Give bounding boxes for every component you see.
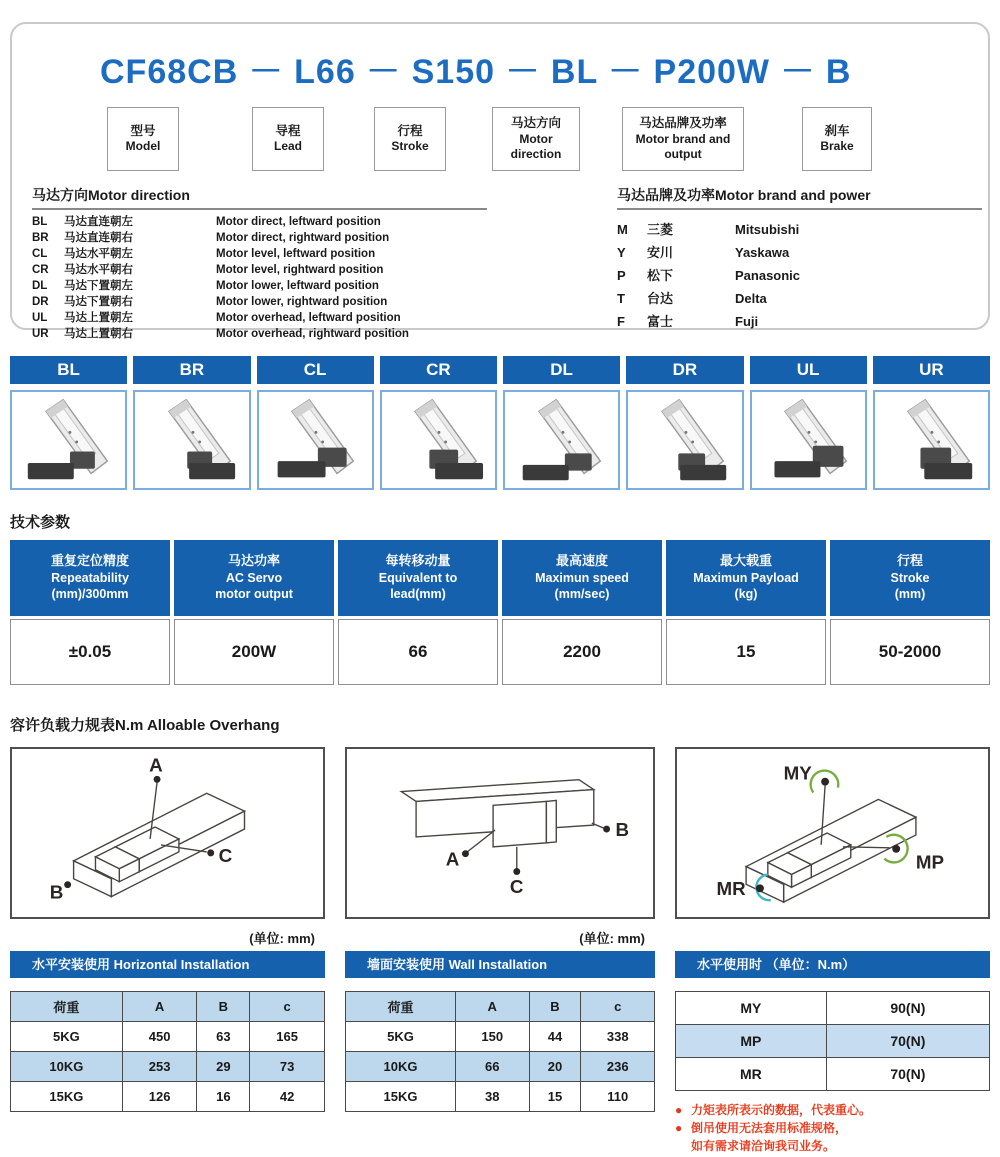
- header-en: AC Servo: [225, 571, 283, 586]
- code-box-label-en: Lead: [273, 139, 302, 154]
- cell: 253: [122, 1052, 197, 1082]
- gallery-header: BR: [133, 356, 250, 384]
- cell: 15KG: [346, 1082, 456, 1112]
- tech-header-max-payload: [666, 540, 826, 616]
- cell: MY: [676, 992, 827, 1025]
- cell: 10KG: [346, 1052, 456, 1082]
- table-row: [346, 1052, 655, 1082]
- axis-label-c: C: [218, 844, 233, 866]
- brand-zh: 富士: [647, 314, 674, 329]
- gallery-header: CL: [257, 356, 374, 384]
- cell: MP: [676, 1025, 827, 1058]
- hero-lists: [32, 185, 988, 342]
- gallery-col-dr: [626, 356, 743, 490]
- list-item: [32, 262, 487, 278]
- code-box-label-zh: 型号: [130, 123, 156, 138]
- tech-header-stroke: [830, 540, 990, 616]
- direction-zh: 马达直连朝右: [64, 232, 133, 244]
- cell: 15: [529, 1082, 581, 1112]
- cell: 44: [529, 1022, 581, 1052]
- code-box-label-en: Motor brand and output: [635, 131, 731, 161]
- gallery-col-br: [133, 356, 250, 490]
- gallery-col-cr: [380, 356, 497, 490]
- col-header: 荷重: [346, 992, 456, 1022]
- actuator-illustration: [508, 394, 616, 486]
- wall-installation-table: [345, 991, 655, 1112]
- gallery-col-dl: [503, 356, 620, 490]
- table-header-row: [346, 992, 655, 1022]
- list-item: [617, 287, 982, 310]
- unit-label-mm: (单位: mm): [249, 931, 315, 946]
- actuator-illustration: [261, 394, 369, 486]
- code-box-label-en: Model: [125, 139, 161, 154]
- code-box-label-zh: 马达品牌及功率: [639, 116, 727, 131]
- actuator-image-bl: [10, 390, 127, 490]
- motor-direction-rows: [32, 214, 487, 342]
- overhang-diagram-2-illustration: [347, 749, 653, 917]
- table-row: [11, 1052, 325, 1082]
- list-item: [617, 241, 982, 264]
- axis-label-b: B: [615, 818, 630, 840]
- list-item: [617, 264, 982, 287]
- direction-en: Motor direct, leftward position: [216, 216, 381, 228]
- gallery-col-cl: [257, 356, 374, 490]
- overhang-section: [10, 717, 990, 919]
- direction-zh: 马达上置朝右: [64, 328, 133, 340]
- header-en: motor output: [215, 587, 293, 602]
- brand-en: Mitsubishi: [735, 222, 800, 237]
- list-item: [32, 294, 487, 310]
- horizontal-installation-table: [10, 991, 325, 1112]
- actuator-image-ul: [750, 390, 867, 490]
- header-zh: 最高速度: [555, 553, 608, 569]
- tech-value-repeatability: ±0.05: [10, 619, 170, 685]
- list-item: [32, 278, 487, 294]
- overhang-title: 容许负载力规表N.m Alloable Overhang: [10, 717, 280, 734]
- moment-column: [675, 927, 990, 1155]
- axis-label-c: C: [509, 876, 524, 898]
- model-code-panel: [10, 22, 990, 340]
- cell: 16: [197, 1082, 250, 1112]
- brand-en: Delta: [735, 291, 767, 306]
- direction-code: DR: [32, 296, 49, 308]
- direction-en: Motor level, rightward position: [216, 264, 384, 276]
- direction-zh: 马达下置朝右: [64, 296, 133, 308]
- direction-zh: 马达上置朝左: [64, 312, 133, 324]
- brand-zh: 松下: [647, 268, 674, 283]
- tech-value-lead: 66: [338, 619, 498, 685]
- tech-params-header-row: [10, 540, 990, 616]
- overhang-diagram-3: [675, 747, 990, 919]
- code-box-model: [107, 107, 179, 171]
- header-en: (mm)/300mm: [51, 587, 129, 602]
- tech-value-stroke: 50-2000: [830, 619, 990, 685]
- gallery-header: DL: [503, 356, 620, 384]
- cell: 150: [456, 1022, 530, 1052]
- tech-params-value-row: [10, 619, 990, 685]
- col-header: B: [197, 992, 250, 1022]
- header-en: Maximun speed: [535, 571, 629, 586]
- list-item: [32, 326, 487, 342]
- tech-header-max-speed: [502, 540, 662, 616]
- direction-gallery: [10, 356, 990, 490]
- axis-label-mr: MR: [716, 878, 746, 900]
- gallery-header: BL: [10, 356, 127, 384]
- header-en: Stroke: [890, 571, 930, 586]
- table-header-row: [11, 992, 325, 1022]
- gallery-col-ul: [750, 356, 867, 490]
- cell: 110: [581, 1082, 655, 1112]
- direction-code: UR: [32, 328, 49, 340]
- wall-installation-column: [345, 927, 655, 1155]
- unit-label-mm: (单位: mm): [579, 931, 645, 946]
- axis-label-mp: MP: [915, 851, 945, 873]
- cell: 70(N): [826, 1058, 989, 1091]
- motor-brand-list-title: 马达品牌及功率Motor brand and power: [617, 185, 982, 210]
- header-en: (mm/sec): [554, 587, 610, 602]
- gallery-col-bl: [10, 356, 127, 490]
- header-en: (mm): [894, 587, 926, 602]
- brand-code: P: [617, 268, 626, 283]
- direction-zh: 马达直连朝左: [64, 216, 133, 228]
- direction-en: Motor overhead, leftward position: [216, 312, 401, 324]
- cell: 126: [122, 1082, 197, 1112]
- motor-brand-rows: [617, 218, 982, 333]
- table-row: [346, 1022, 655, 1052]
- col-header: c: [250, 992, 325, 1022]
- direction-code: UL: [32, 312, 48, 324]
- code-box-motor-direction: [492, 107, 580, 171]
- code-box-brake: [802, 107, 872, 171]
- cell: 70(N): [826, 1025, 989, 1058]
- cell: 236: [581, 1052, 655, 1082]
- actuator-image-dl: [503, 390, 620, 490]
- header-en: Repeatability: [51, 571, 129, 586]
- actuator-illustration: [631, 394, 739, 486]
- code-box-motor-brand: [622, 107, 744, 171]
- cell: 10KG: [11, 1052, 123, 1082]
- direction-code: BR: [32, 232, 49, 244]
- list-item: [32, 214, 487, 230]
- model-code: CF68CB － L66 － S150 － BL － P200W － B: [100, 53, 852, 91]
- note-2-continued: 如有需求请洽询我司业务。: [691, 1139, 836, 1153]
- direction-code: DL: [32, 280, 48, 292]
- axis-label-b: B: [49, 881, 64, 903]
- bullet-icon: ●: [675, 1103, 683, 1117]
- code-box-label-zh: 导程: [275, 123, 301, 138]
- axis-label-a: A: [445, 848, 460, 870]
- header-zh: 最大载重: [719, 553, 772, 569]
- code-box-row: [12, 107, 988, 171]
- actuator-illustration: [384, 394, 492, 486]
- cell: 29: [197, 1052, 250, 1082]
- moment-table-title: 水平使用时 （单位：N.m）: [675, 951, 990, 978]
- motor-brand-list: [617, 185, 982, 342]
- direction-code: CR: [32, 264, 49, 276]
- header-en: lead(mm): [390, 587, 446, 602]
- cell: 90(N): [826, 992, 989, 1025]
- actuator-image-ur: [873, 390, 990, 490]
- tech-header-repeatability: [10, 540, 170, 616]
- cell: 450: [122, 1022, 197, 1052]
- overhang-diagram-2: [345, 747, 655, 919]
- col-header: c: [581, 992, 655, 1022]
- notes: [675, 1101, 990, 1155]
- table-row: [346, 1082, 655, 1112]
- brand-code: M: [617, 222, 628, 237]
- axis-label-a: A: [149, 754, 163, 776]
- note-2: [675, 1119, 990, 1137]
- tech-header-lead: [338, 540, 498, 616]
- header-zh: 每转移动量: [385, 553, 451, 569]
- code-box-label-en: Motor direction: [510, 131, 562, 161]
- gallery-col-ur: [873, 356, 990, 490]
- header-en: Equivalent to: [378, 571, 458, 586]
- header-en: (kg): [734, 587, 758, 602]
- direction-code: CL: [32, 248, 48, 260]
- table-row: [676, 1058, 990, 1091]
- cell: 338: [581, 1022, 655, 1052]
- col-header: 荷重: [11, 992, 123, 1022]
- motor-direction-list: [32, 185, 487, 342]
- cell: 5KG: [346, 1022, 456, 1052]
- code-box-label-zh: 马达方向: [510, 116, 561, 131]
- direction-en: Motor overhead, rightward position: [216, 328, 409, 340]
- motor-direction-list-title: 马达方向Motor direction: [32, 185, 487, 210]
- header-zh: 行程: [896, 553, 923, 569]
- brand-code: Y: [617, 245, 626, 260]
- header-zh: 重复定位精度: [50, 553, 129, 569]
- code-box-stroke: [374, 107, 446, 171]
- brand-en: Panasonic: [735, 268, 801, 283]
- tech-params-section: [10, 514, 990, 685]
- tech-value-max-speed: 2200: [502, 619, 662, 685]
- header-en: Maximun Payload: [693, 571, 799, 586]
- code-box-label-zh: 刹车: [824, 123, 850, 138]
- horizontal-installation-column: [10, 927, 325, 1155]
- horizontal-installation-title: 水平安装使用 Horizontal Installation: [10, 951, 325, 978]
- spacer: [675, 927, 990, 951]
- installation-tables: [10, 927, 990, 1155]
- code-box-label-en: Brake: [820, 139, 854, 154]
- tech-value-max-payload: 15: [666, 619, 826, 685]
- table-row: [676, 1025, 990, 1058]
- code-box-label-en: Stroke: [391, 139, 429, 154]
- gallery-header: UR: [873, 356, 990, 384]
- cell: 73: [250, 1052, 325, 1082]
- list-item: [32, 246, 487, 262]
- overhang-diagram-3-illustration: [677, 749, 988, 917]
- wall-installation-title: 墙面安装使用 Wall Installation: [345, 951, 655, 978]
- tech-params-title: 技术参数: [10, 514, 71, 531]
- list-item: [32, 310, 487, 326]
- bullet-icon: ●: [675, 1121, 683, 1135]
- cell: 42: [250, 1082, 325, 1112]
- actuator-image-cr: [380, 390, 497, 490]
- direction-en: Motor level, leftward position: [216, 248, 376, 260]
- overhang-diagrams: [10, 747, 990, 919]
- gallery-header: CR: [380, 356, 497, 384]
- brand-en: Yaskawa: [735, 245, 790, 260]
- brand-zh: 安川: [647, 245, 674, 260]
- brand-code: F: [617, 314, 625, 329]
- header-zh: 马达功率: [227, 553, 280, 569]
- direction-en: Motor lower, leftward position: [216, 280, 379, 292]
- table-row: [676, 992, 990, 1025]
- cell: 20: [529, 1052, 581, 1082]
- cell: 63: [197, 1022, 250, 1052]
- axis-label-my: MY: [783, 762, 812, 784]
- col-header: B: [529, 992, 581, 1022]
- actuator-image-br: [133, 390, 250, 490]
- actuator-illustration: [754, 394, 862, 486]
- col-header: A: [122, 992, 197, 1022]
- actuator-image-dr: [626, 390, 743, 490]
- table-row: [11, 1082, 325, 1112]
- cell: 165: [250, 1022, 325, 1052]
- overhang-diagram-1: [10, 747, 325, 919]
- brand-code: T: [617, 291, 625, 306]
- col-header: A: [456, 992, 530, 1022]
- cell: 38: [456, 1082, 530, 1112]
- tech-header-motor-output: [174, 540, 334, 616]
- direction-zh: 马达水平朝左: [64, 248, 133, 260]
- list-item: [617, 218, 982, 241]
- cell: 15KG: [11, 1082, 123, 1112]
- gallery-header: DR: [626, 356, 743, 384]
- gallery-header: UL: [750, 356, 867, 384]
- direction-code: BL: [32, 216, 48, 228]
- actuator-illustration: [15, 394, 123, 486]
- note-text: 力矩表所表示的数据，代表重心。: [691, 1103, 872, 1117]
- direction-zh: 马达水平朝右: [64, 264, 133, 276]
- actuator-image-cl: [257, 390, 374, 490]
- direction-en: Motor lower, rightward position: [216, 296, 388, 308]
- note-text: 倒吊使用无法套用标准规格，: [691, 1121, 848, 1135]
- note-1: [675, 1101, 990, 1119]
- code-box-lead: [252, 107, 324, 171]
- table-row: [11, 1022, 325, 1052]
- list-item: [32, 230, 487, 246]
- list-item: [617, 310, 982, 333]
- brand-en: Fuji: [735, 314, 759, 329]
- cell: 66: [456, 1052, 530, 1082]
- brand-zh: 三菱: [647, 222, 674, 237]
- code-box-label-zh: 行程: [397, 123, 423, 138]
- actuator-illustration: [877, 394, 985, 486]
- moment-table: [675, 991, 990, 1091]
- actuator-illustration: [138, 394, 246, 486]
- direction-zh: 马达下置朝左: [64, 280, 133, 292]
- cell: MR: [676, 1058, 827, 1091]
- cell: 5KG: [11, 1022, 123, 1052]
- direction-en: Motor direct, rightward position: [216, 232, 390, 244]
- overhang-diagram-1-illustration: [12, 749, 323, 917]
- brand-zh: 台达: [647, 291, 674, 306]
- tech-value-motor-output: 200W: [174, 619, 334, 685]
